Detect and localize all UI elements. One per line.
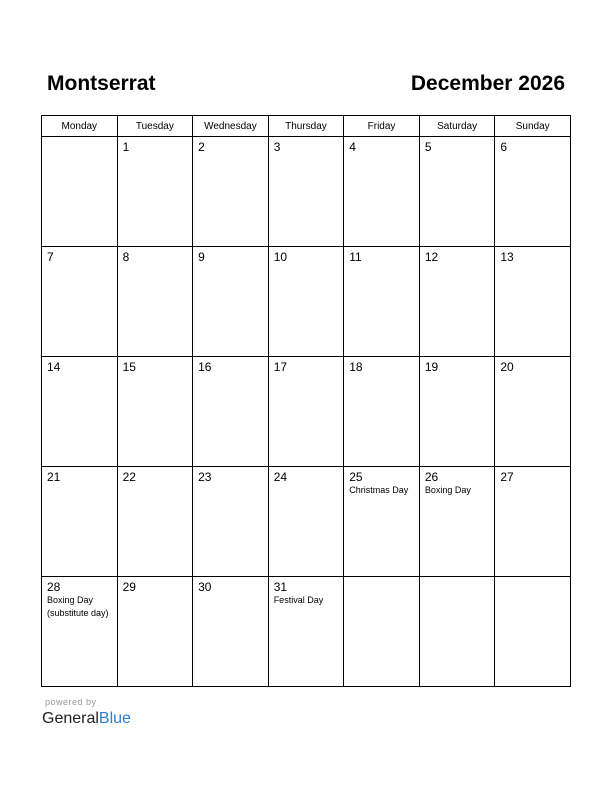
day-cell (419, 577, 495, 687)
day-cell (193, 467, 269, 577)
day-cell (419, 467, 495, 577)
day-cell (344, 577, 420, 687)
day-number: 9 (198, 250, 205, 264)
weekday-header: Friday (344, 116, 420, 137)
holiday-label: Christmas Day (349, 485, 409, 495)
day-cell (344, 137, 420, 247)
calendar-month-title: December 2026 (410, 72, 565, 95)
day-cell (419, 357, 495, 467)
day-number: 25 (349, 470, 363, 484)
day-number: 20 (500, 360, 514, 374)
day-cell (495, 467, 571, 577)
weekday-header: Saturday (419, 116, 495, 137)
week-row (42, 577, 571, 687)
day-cell (117, 357, 193, 467)
day-number: 5 (424, 140, 432, 154)
day-number: 21 (47, 470, 61, 484)
day-number: 15 (122, 360, 136, 374)
week-row (42, 137, 571, 247)
day-number (42, 137, 117, 140)
day-number: 23 (198, 470, 212, 484)
day-cell (268, 577, 344, 687)
day-cell (42, 467, 118, 577)
day-cell (495, 577, 571, 687)
day-number: 18 (349, 360, 363, 374)
day-number: 16 (198, 360, 212, 374)
day-cell (117, 247, 193, 357)
week-row (42, 247, 571, 357)
day-number (344, 577, 419, 580)
day-cell (193, 247, 269, 357)
day-number: 22 (122, 470, 136, 484)
week-row (42, 357, 571, 467)
day-cell (117, 577, 193, 687)
day-cell (117, 137, 193, 247)
day-number (420, 577, 495, 580)
week-row (42, 467, 571, 577)
day-cell (419, 137, 495, 247)
calendar-grid (41, 115, 571, 687)
day-cell (42, 137, 118, 247)
day-cell (193, 577, 269, 687)
weekday-header-row (42, 116, 571, 137)
footer-branding (42, 697, 131, 729)
day-number (495, 577, 570, 580)
day-cell (495, 357, 571, 467)
day-cell (268, 247, 344, 357)
weekday-header: Monday (42, 116, 118, 137)
day-cell (344, 247, 420, 357)
weekday-header: Sunday (495, 116, 571, 137)
weekday-header: Tuesday (117, 116, 193, 137)
day-number: 1 (122, 140, 130, 154)
day-cell (268, 137, 344, 247)
day-cell (42, 357, 118, 467)
brand-general-text: General (42, 710, 99, 727)
day-number: 27 (500, 470, 514, 484)
day-number: 12 (424, 250, 439, 264)
holiday-label: Boxing Day (substitute day) (47, 595, 109, 618)
weekday-header: Wednesday (193, 116, 269, 137)
day-number: 24 (273, 470, 288, 484)
brand-blue-text: Blue (98, 710, 131, 727)
day-number: 7 (47, 250, 54, 264)
calendar-country-title: Montserrat (47, 72, 156, 95)
day-number: 11 (349, 250, 362, 264)
day-number: 26 (424, 470, 439, 484)
day-number: 13 (500, 250, 514, 264)
weekday-header: Thursday (268, 116, 344, 137)
day-number: 4 (349, 140, 356, 154)
day-number: 8 (122, 250, 130, 264)
day-number: 28 (47, 580, 61, 594)
powered-by-label: powered by (45, 697, 97, 707)
day-cell (268, 357, 344, 467)
day-cell (419, 247, 495, 357)
day-cell (42, 577, 118, 687)
day-cell (117, 467, 193, 577)
holiday-label: Boxing Day (424, 485, 471, 495)
day-cell (495, 137, 571, 247)
day-number: 3 (273, 140, 281, 154)
day-number: 29 (122, 580, 136, 594)
day-number: 6 (500, 140, 508, 154)
day-cell (42, 247, 118, 357)
day-number: 17 (273, 360, 288, 374)
day-cell (344, 467, 420, 577)
holiday-label: Festival Day (273, 595, 324, 605)
day-cell (268, 467, 344, 577)
day-cell (193, 357, 269, 467)
day-number: 10 (273, 250, 288, 264)
day-cell (193, 137, 269, 247)
day-number: 14 (47, 360, 61, 374)
day-number: 2 (198, 140, 205, 154)
brand-logo[interactable] (42, 709, 131, 729)
day-number: 31 (273, 580, 288, 594)
day-cell (495, 247, 571, 357)
day-cell (344, 357, 420, 467)
day-number: 19 (424, 360, 439, 374)
day-number: 30 (198, 580, 212, 594)
